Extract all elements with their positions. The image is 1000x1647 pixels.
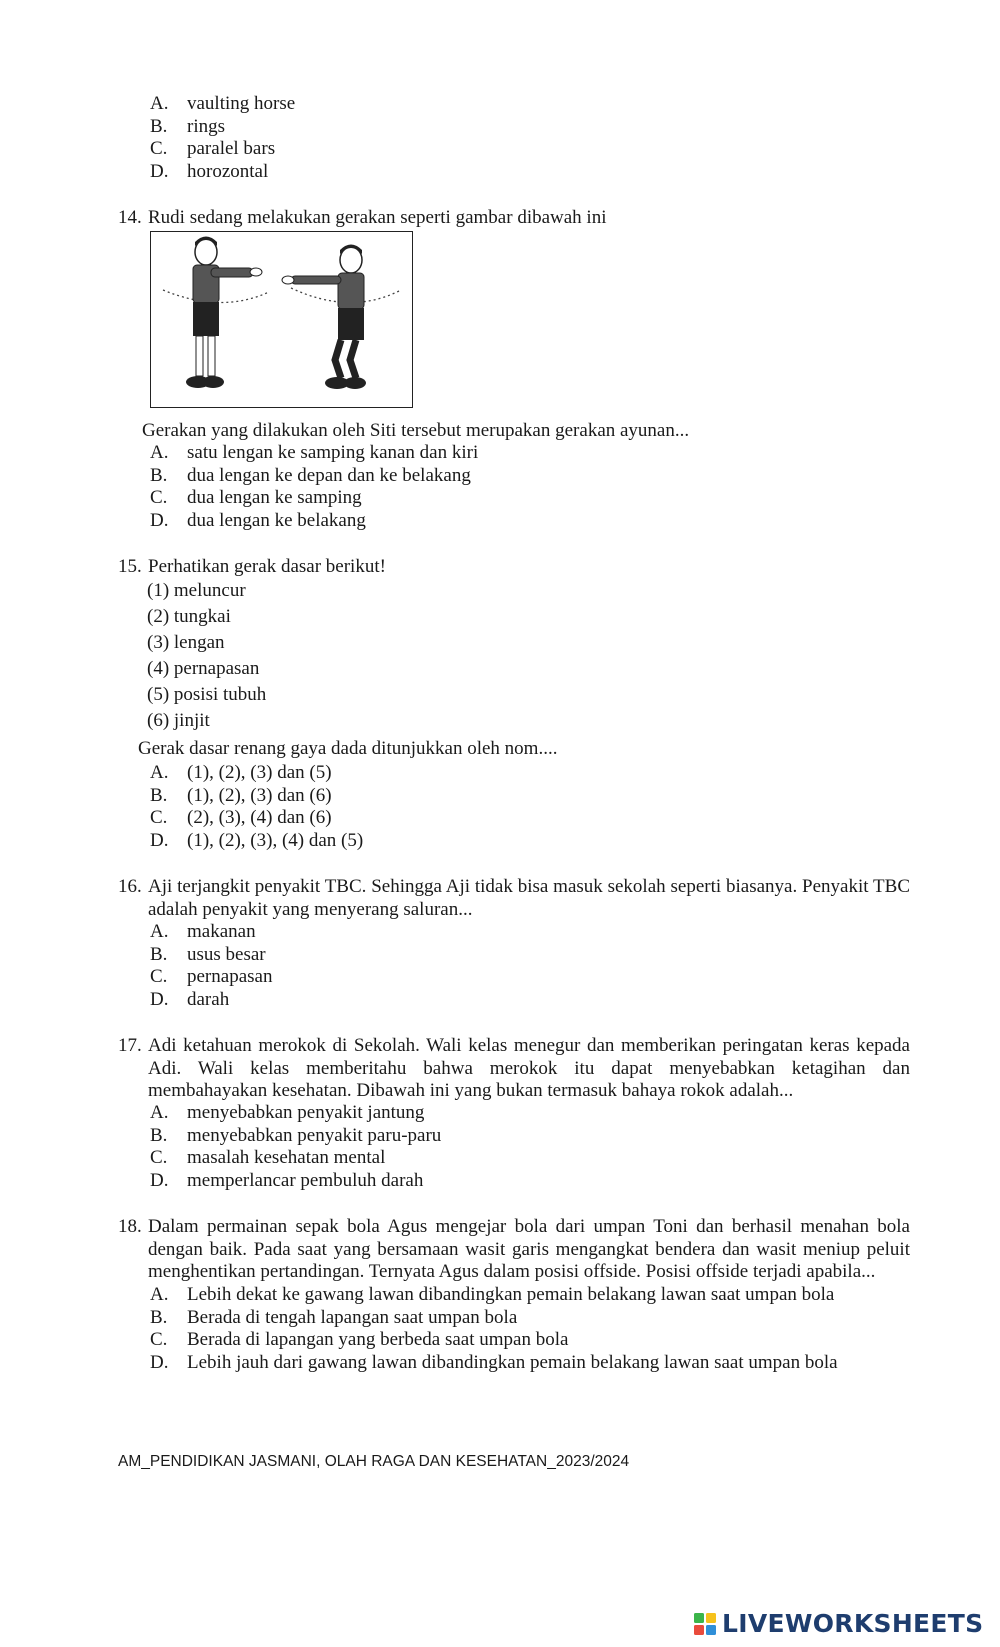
option-d[interactable]: D. (1), (2), (3), (4) dan (5): [150, 829, 364, 851]
brand-name: LIVEWORKSHEETS: [722, 1609, 984, 1638]
option-d[interactable]: D. memperlancar pembuluh darah: [150, 1169, 424, 1191]
page-footer: AM_PENDIDIKAN JASMANI, OLAH RAGA DAN KESEHATAN_2023/2024: [118, 1453, 630, 1470]
question-text: Rudi sedang melakukan gerakan seperti gambar dibawah ini: [148, 207, 607, 228]
question-number: 15.: [118, 556, 142, 577]
student-figure-2: [282, 245, 366, 390]
option-a[interactable]: A. (1), (2), (3) dan (5): [150, 762, 332, 783]
option-d[interactable]: D. darah: [150, 988, 230, 1010]
option-b[interactable]: B. dua lengan ke depan dan ke belakang: [150, 464, 471, 486]
option-b[interactable]: B. usus besar: [150, 943, 266, 965]
q17-options: [150, 1102, 441, 1192]
option-d[interactable]: D. dua lengan ke belakang: [150, 509, 366, 531]
question-16: [118, 876, 910, 921]
liveworksheets-logo-icon: [694, 1613, 716, 1635]
liveworksheets-brand[interactable]: [694, 1609, 983, 1638]
question-number: 17.: [118, 1035, 142, 1056]
question-text: Perhatikan gerak dasar berikut!: [148, 556, 386, 577]
question-number: 16.: [118, 876, 142, 897]
question-14: [118, 207, 910, 230]
q15-items: [147, 578, 266, 734]
list-item: (4) pernapasan: [147, 658, 260, 679]
option-a[interactable]: A. Lebih dekat ke gawang lawan dibandingkan pemain belakang lawan saat umpan bola: [150, 1284, 835, 1305]
list-item: (2) tungkai: [147, 606, 231, 627]
question-18: [118, 1216, 910, 1284]
q18-options: [150, 1284, 838, 1374]
list-item: (6) jinjit: [147, 710, 210, 731]
option-b[interactable]: B. rings: [150, 115, 225, 137]
question-number: 18.: [118, 1216, 142, 1237]
option-d[interactable]: D. horozontal: [150, 160, 269, 182]
option-c[interactable]: C. masalah kesehatan mental: [150, 1147, 386, 1169]
question-number: 14.: [118, 207, 142, 228]
question-15-followup: Gerak dasar renang gaya dada ditunjukkan oleh nom....: [138, 738, 558, 759]
option-a[interactable]: A. satu lengan ke samping kanan dan kiri: [150, 442, 479, 463]
question-15: [118, 556, 910, 579]
option-c[interactable]: C. dua lengan ke samping: [150, 487, 362, 509]
list-item: (1) meluncur: [147, 580, 246, 601]
question-17: [118, 1035, 910, 1103]
option-a[interactable]: A. vaulting horse: [150, 93, 296, 114]
list-item: (3) lengan: [147, 632, 225, 653]
option-c[interactable]: C. pernapasan: [150, 966, 273, 988]
option-a[interactable]: A. menyebabkan penyakit jantung: [150, 1102, 425, 1123]
q13-options: [150, 93, 295, 183]
question-text: Adi ketahuan merokok di Sekolah. Wali kelas menegur dan memberikan peringatan keras kepada Adi. Wali kelas memberitahu bahwa merokok itu dapat menyebabkan ketagihan dan membahayakan kesehatan. Dibawah ini yang bukan termasuk bahaya rokok adalah...: [148, 1035, 910, 1102]
option-c[interactable]: C. Berada di lapangan yang berbeda saat umpan bola: [150, 1329, 569, 1351]
question-text: Dalam permainan sepak bola Agus mengejar bola dari umpan Toni dan berhasil menahan bola dengan baik. Pada saat yang bersamaan wasit garis mengangkat bendera dan wasit meniup peluit menghentikan pertandingan. Ternyata Agus dalam posisi offside. Posisi offside terjadi apabila...: [148, 1216, 910, 1283]
arm-swing-illustration: [151, 232, 411, 406]
q16-options: [150, 921, 272, 1011]
student-figure-1: [186, 237, 262, 389]
option-c[interactable]: C. paralel bars: [150, 138, 276, 160]
option-b[interactable]: B. Berada di tengah lapangan saat umpan bola: [150, 1306, 518, 1328]
option-b[interactable]: B. (1), (2), (3) dan (6): [150, 784, 332, 806]
option-a[interactable]: A. makanan: [150, 921, 256, 942]
list-item: (5) posisi tubuh: [147, 684, 267, 705]
option-d[interactable]: D. Lebih jauh dari gawang lawan dibandingkan pemain belakang lawan saat umpan bola: [150, 1351, 838, 1373]
option-c[interactable]: C. (2), (3), (4) dan (6): [150, 807, 332, 829]
q14-options: [150, 442, 478, 532]
q15-options: [150, 762, 363, 852]
option-b[interactable]: B. menyebabkan penyakit paru-paru: [150, 1124, 442, 1146]
arm-swing-figure: [150, 231, 413, 408]
question-14-followup: Gerakan yang dilakukan oleh Siti tersebut merupakan gerakan ayunan...: [142, 420, 690, 441]
question-text: Aji terjangkit penyakit TBC. Sehingga Aji tidak bisa masuk sekolah seperti biasanya. Penyakit TBC adalah penyakit yang menyerang saluran...: [148, 876, 910, 920]
